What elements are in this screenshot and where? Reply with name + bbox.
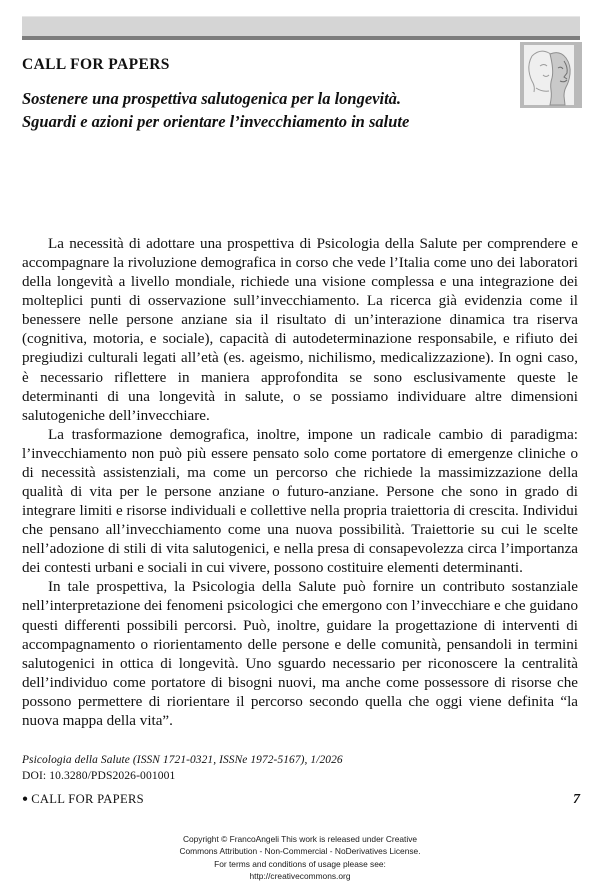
- copyright-line-4: http://creativecommons.org: [249, 870, 351, 881]
- bullet-icon: ●: [22, 793, 29, 805]
- page-title-line-1: Sostenere una prospettiva salutogenica per la longevità.: [22, 89, 402, 108]
- doi-line: DOI: 10.3280/PDS2026-001001: [22, 769, 176, 783]
- running-head-label: CALL FOR PAPERS: [31, 791, 144, 806]
- body-text: [22, 235, 578, 731]
- journal-citation: Psicologia della Salute (ISSN 1721-0321, ISSNe 1972-5167), 1/2026: [22, 754, 343, 766]
- copyright-notice: [0, 833, 600, 882]
- publisher-logo-icon: [520, 42, 582, 108]
- copyright-line-2: Commons Attribution - Non-Commercial - NoDerivatives License.: [179, 846, 421, 857]
- body-paragraph-3: In tale prospettiva, la Psicologia della Salute può fornire un contributo sostanziale nell’interpretazione dei fenomeni psicologici che emergono con l’invecchiare e che guidano questi differenti possibili percorsi. Può, inoltre, guidare la progettazione di interventi di accompagnamento o riorientamento delle persone e delle comunità, pensandoli in termini salutogenici in ottica di longevità. Uno sguardo necessario per riconoscere la centralità dell’individuo come portatore di bisogni nuovi, ma anche come possessore di risorse che possono permettere di riorientare il percorso secondo quella che oggi viene definita “la nuova mappa della vita”.: [22, 579, 578, 729]
- copyright-line-3: For terms and conditions of usage please see:: [214, 858, 386, 869]
- running-footer-row: [22, 791, 580, 808]
- page-title-line-2: Sguardi e azioni per orientare l’invecchiamento in salute: [22, 111, 410, 131]
- page-footer: [22, 753, 580, 807]
- header-bar-underline: [22, 36, 580, 40]
- body-paragraph-1: La necessità di adottare una prospettiva di Psicologia della Salute per comprendere e accompagnare la rivoluzione demografica in corso che vede l’Italia come uno dei laboratori della longevità a livello mondiale, richiede una visione complessa e una integrazione dei molteplici punti di osservazione sull’invecchiamento. La ricerca già evidenzia come il benessere nelle persone anziane sia il risultato di un’interazione dinamica tra riserva (cognitiva, motoria, e sociale), capacità di autodeterminazione responsabile, e rifiuto dei pregiudizi culturali legati all’età (es. ageismo, nichilismo, medicalizzazione). In ogni caso, è necessario riflettere in maniera approfondita se sono esclusivamente queste le determinanti di una longevità in salute, o se possiamo individuare altre dimensioni salutogeniche dell’invecchiare.: [22, 236, 578, 424]
- header-rule-bar: [22, 16, 580, 40]
- header-bar-fill: [22, 16, 580, 37]
- page-number: 7: [573, 791, 580, 807]
- copyright-line-1: Copyright © FrancoAngeli This work is released under Creative: [182, 834, 418, 844]
- body-paragraph-2: La trasformazione demografica, inoltre, impone un radicale cambio di paradigma: l’invecchiamento non può più essere pensato solo come portatore di emergenze cliniche o di necessità assistenziali, ma come un percorso che richiede la massimizzazione della qualità di vita per le persone anziane o futuro-anziane. Persone che sono in grado di integrare limiti e risorse individuali e collettive nella propria traiettoria di crescita. Individui che pensano all’invecchiamento come una nuova possibilità. Traiettorie su cui le scelte nell’adozione di stili di vita salutogenici, e nella presa di consapevolezza circa l’importanza dei contesti urbani e sociali in cui vivere, possono costituire elementi determinanti.: [22, 426, 578, 577]
- page-kicker: CALL FOR PAPERS: [22, 56, 170, 73]
- page-title: [22, 88, 492, 134]
